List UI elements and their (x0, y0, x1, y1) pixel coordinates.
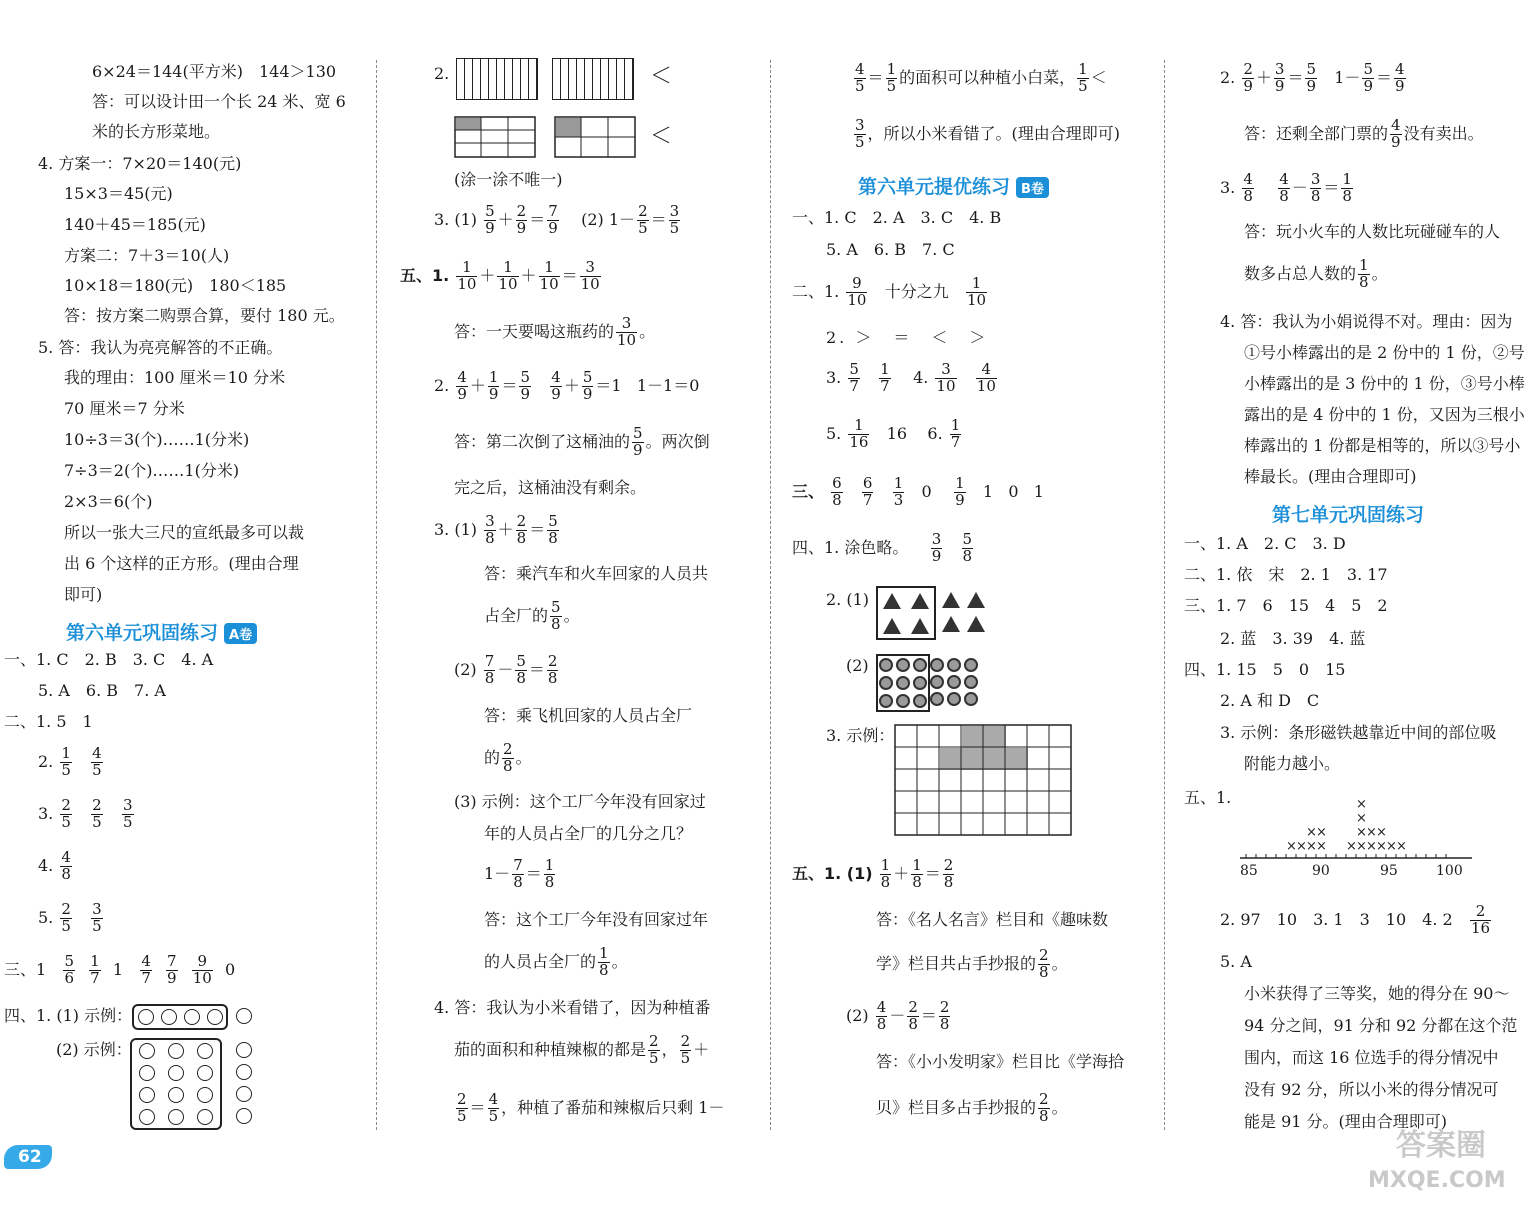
answer-text: 占全厂的 (484, 605, 549, 625)
answer-line: 2. 97 10 3. 1 3 10 4. 2 $\frac{2}{16}$ (1220, 902, 1491, 937)
answer-text: 茄的面积和种植辣椒的都是 (454, 1039, 647, 1059)
section-badge: A卷 (224, 623, 257, 644)
answer-column-1 (0, 52, 372, 1132)
answer-line: 的人员占全厂的 $\frac{1}{8}$ 。 (484, 944, 628, 979)
circle-group (928, 656, 980, 708)
text-line: 2. ＞ ＝ ＜ ＞ (826, 328, 989, 347)
section-title: 第七单元巩固练习 (1272, 504, 1425, 526)
text-line: 完之后，这桶油没有剩余。 (454, 478, 647, 497)
text-line: 小棒露出的是 3 份中的 1 份，③号小棒 (1244, 374, 1525, 393)
fraction: $\frac{3}{5}$ (92, 900, 102, 935)
fraction: $\frac{5}{6}$ (64, 952, 74, 987)
answer-text: 四、1. 涂色略。 (792, 537, 909, 557)
circle-icon (139, 1043, 155, 1059)
answer-line: 数多占总人数的 $\frac{1}{8}$ 。 (1244, 256, 1388, 291)
circle-icon (139, 1109, 155, 1125)
item-number: 五、1. (1) (792, 863, 873, 883)
answer-column-2 (392, 52, 762, 1132)
circle-icon (236, 1064, 252, 1080)
circle-icon (197, 1065, 213, 1081)
text-line: 4. 答：我认为小米看错了，因为种植番 (434, 998, 711, 1017)
text-line: 附能力越小。 (1244, 754, 1341, 773)
circle-icon (168, 1043, 184, 1059)
section-badge: B卷 (1016, 177, 1049, 198)
circle-icon (139, 1065, 155, 1081)
circle-icon (913, 694, 927, 708)
answer-line: (2) $\frac{4}{8}$ － $\frac{2}{8}$ ＝ $\frac{2}{8}$ (846, 998, 950, 1033)
answer-line: 3. (1) $\frac{5}{9}$ ＋ $\frac{2}{9}$ ＝ $\frac{7}{9}$ (2) 1－ $\frac{2}{5}$ ＝ $\frac{3}{5}$ (434, 202, 680, 237)
answer-text: 1－1＝0 (636, 375, 700, 395)
circle-icon (236, 1086, 252, 1102)
circle-icon (236, 1008, 252, 1024)
text-line: 我的理由：100 厘米＝10 分米 (64, 368, 286, 387)
text-line: 5. A (1220, 952, 1252, 971)
circle-icon (879, 694, 893, 708)
answer-line: 的 $\frac{2}{8}$ 。 (484, 740, 532, 775)
text-line: 一、1. A 2. C 3. D (1184, 534, 1346, 553)
grid-rectangle (454, 116, 536, 158)
svg-text:×: × (1286, 839, 1297, 854)
fraction: $\frac{7}{9}$ (167, 952, 177, 987)
answer-text: 1－ (484, 863, 511, 883)
triangle-group (938, 588, 988, 636)
text-line: 15×3＝45(元) (64, 184, 173, 203)
circle-icon (947, 675, 961, 689)
answer-line: 五、1. $\frac{1}{10}$ ＋ $\frac{1}{10}$ ＋ $\frac{1}{10}$ ＝ $\frac{3}{10}$ (400, 258, 600, 293)
svg-text:×: × (1376, 839, 1387, 854)
answer-line: 5. $\frac{1}{16}$ 16 6. $\frac{1}{7}$ (826, 416, 961, 451)
text-line: 棒露出的 1 份都是相等的，所以③号小 (1244, 436, 1521, 455)
circle-icon (184, 1009, 200, 1025)
item-number: 4. (913, 367, 929, 387)
answer-line: 四、1. 涂色略。 $\frac{3}{9}$ $\frac{5}{8}$ (792, 530, 973, 565)
svg-text:×: × (1356, 797, 1367, 812)
triangle-icon (883, 618, 901, 634)
answer-text: 1 (1033, 481, 1044, 501)
svg-text:×: × (1386, 839, 1397, 854)
item-number: 2. (1) (826, 590, 870, 609)
answer-line: (2) $\frac{7}{8}$ － $\frac{5}{8}$ ＝ $\frac{2}{8}$ (454, 652, 558, 687)
item-number: 2. (38, 751, 54, 771)
text-line: 围内，而这 16 位选手的得分情况中 (1244, 1048, 1499, 1067)
triangle-icon (967, 592, 985, 608)
text-line: 5. A 6. B 7. A (38, 681, 166, 700)
answer-line: $\frac{2}{5}$ ＝ $\frac{4}{5}$ ，种植了番茄和辣椒后只剩 1－ (457, 1090, 725, 1125)
fraction: $\frac{4}{5}$ (92, 744, 102, 779)
circle-icon (964, 675, 978, 689)
item-number: (2) (846, 656, 869, 675)
text-line: 4. 答：我认为小娟说得不对。理由：因为 (1220, 312, 1513, 331)
circle-icon (161, 1009, 177, 1025)
circle-icon (138, 1009, 154, 1025)
circle-icon (168, 1087, 184, 1103)
compare-sign: ＜ (650, 124, 673, 149)
triangle-icon (942, 616, 960, 632)
text-line: 小米获得了三等奖，她的得分在 90～ (1244, 984, 1510, 1003)
svg-text:×: × (1316, 839, 1327, 854)
column-divider (376, 60, 377, 1130)
answer-text: 0 (921, 481, 932, 501)
item-number: (2) (454, 659, 477, 679)
answer-text: 的 (484, 747, 501, 767)
answer-line: 贝》栏目多占手抄报的 $\frac{2}{8}$ 。 (876, 1090, 1068, 1125)
answer-text: ，所以小米看错了。(理由合理即可) (867, 123, 1121, 143)
svg-text:×: × (1346, 839, 1357, 854)
text-line: 5. A 6. B 7. C (826, 240, 955, 259)
answer-column-3 (780, 52, 1164, 1132)
fraction: $\frac{2}{5}$ (61, 796, 71, 831)
item-number: 三、 (792, 481, 825, 501)
text-line: 四、1. 15 5 0 15 (1184, 660, 1346, 679)
answer-line (38, 902, 105, 935)
text-line: 6×24＝144(平方米) 144＞130 (92, 62, 337, 81)
item-number: 4. (38, 855, 54, 875)
circle-icon (896, 676, 910, 690)
text-line: ①号小棒露出的是 2 份中的 1 份，②号 (1244, 343, 1525, 362)
triangle-box (876, 586, 936, 640)
item-number: 二、1. (792, 281, 840, 301)
shaded-grid (894, 724, 1074, 838)
text-line: 答：可以设计田一个长 24 米、宽 6 (92, 92, 346, 111)
circle-icon (197, 1087, 213, 1103)
circle-icon (930, 658, 944, 672)
circle-group-box (132, 1004, 228, 1030)
text-line: 一、1. C 2. B 3. C 4. A (4, 650, 214, 669)
answer-line: 二、1. $\frac{9}{10}$ 十分之九 $\frac{1}{10}$ (792, 274, 987, 309)
item-number: 3. (1) (434, 519, 478, 539)
axis-label: 95 (1380, 863, 1398, 879)
text-line: 三、1. 7 6 15 4 5 2 (1184, 596, 1388, 615)
answer-line (38, 798, 136, 831)
text-line: (2) 示例： (56, 1040, 132, 1059)
answer-line: 答：还剩全部门票的 $\frac{4}{9}$ 没有卖出。 (1244, 116, 1484, 151)
answer-text: 的人员占全厂的 (484, 951, 597, 971)
answer-column-4 (1180, 52, 1536, 1132)
circle-icon (896, 694, 910, 708)
text-line: 二、1. 5 1 (4, 712, 93, 731)
text-line: 米的长方形菜地。 (92, 122, 221, 141)
axis-label: 100 (1436, 863, 1463, 879)
axis-label: 85 (1240, 863, 1258, 879)
answer-line: $\frac{3}{5}$ ，所以小米看错了。(理由合理即可) (855, 116, 1121, 151)
triangle-icon (911, 593, 929, 609)
answer-text: 2. 97 10 3. 1 3 10 4. 2 (1220, 909, 1453, 929)
answer-text: 贝》栏目多占手抄报的 (876, 1097, 1037, 1117)
striped-rectangle (456, 58, 538, 100)
text-line: (涂一涂不唯一) (454, 170, 563, 189)
item-number: (2) (846, 1005, 869, 1025)
answer-line: 茄的面积和种植辣椒的都是 $\frac{2}{5}$ ， $\frac{2}{5}$ ＋ (454, 1032, 710, 1067)
circle-icon (168, 1109, 184, 1125)
answer-line: 三、1 $\frac{5}{6}$ $\frac{1}{7}$ 1 $\frac{4}{7}$ $\frac{7}{9}$ $\frac{9}{10}$ 0 (4, 952, 236, 987)
answer-text: 答：还剩全部门票的 (1244, 123, 1389, 143)
item-number: 3. (1220, 177, 1236, 197)
text-line: 二、1. 依 宋 2. 1 3. 17 (1184, 565, 1388, 584)
axis-label: 90 (1312, 863, 1330, 879)
fraction: $\frac{2}{5}$ (92, 796, 102, 831)
svg-text:×: × (1306, 825, 1317, 840)
item-number: 3. 示例： (826, 726, 895, 745)
text-line: 能是 91 分。(理由合理即可) (1244, 1112, 1448, 1131)
triangle-icon (942, 592, 960, 608)
circle-icon (913, 658, 927, 672)
answer-line: 占全厂的 $\frac{5}{8}$ 。 (484, 598, 580, 633)
circle-icon (236, 1042, 252, 1058)
answer-line: 3. (1) $\frac{3}{8}$ ＋ $\frac{2}{8}$ ＝ $\frac{5}{8}$ (434, 512, 558, 547)
page-number: 62 (4, 1145, 52, 1169)
circle-column (236, 1042, 252, 1124)
text-line: 答：按方案二购票合算，要付 180 元。 (64, 306, 345, 325)
item-number: 3. (38, 803, 54, 823)
text-line: 3. 示例：条形磁铁越靠近中间的部位吸 (1220, 723, 1497, 742)
svg-text:×: × (1396, 839, 1407, 854)
answer-text: 1 (982, 481, 994, 501)
circle-icon (236, 1108, 252, 1124)
text-line: 4. 方案一：7×20＝140(元) (38, 154, 242, 173)
answer-line: 答：第二次倒了这桶油的 $\frac{5}{9}$ 。两次倒 (454, 424, 710, 459)
text-line: 没有 92 分，所以小米的得分情况可 (1244, 1080, 1499, 1099)
compare-sign: ＜ (650, 64, 673, 89)
answer-line: 三、 $\frac{6}{8}$ $\frac{6}{7}$ $\frac{1}{3}$ 0 $\frac{1}{9}$ 1 0 1 (792, 474, 1044, 509)
text-line: 70 厘米＝7 分米 (64, 399, 185, 418)
item-number: 三、1 (4, 959, 47, 979)
item-number: 5. (826, 423, 842, 443)
item-number: 2. (434, 64, 450, 83)
text-line: 出 6 个这样的正方形。(理由合理 (64, 554, 299, 573)
text-line: 所以一张大三尺的宣纸最多可以裁 (64, 523, 305, 542)
circle-icon (930, 675, 944, 689)
circle-icon (930, 692, 944, 706)
text-line: 10÷3＝3(个)……1(分米) (64, 430, 250, 449)
circle-icon (207, 1009, 223, 1025)
item-number: 2. (1220, 67, 1236, 87)
item-number: (2) 1－ (581, 209, 636, 229)
text-line: 答：乘汽车和火车回家的人员共 (484, 564, 709, 583)
answer-line: 3. $\frac{4}{8}$ $\frac{4}{8}$ － $\frac{3}{8}$ ＝ $\frac{1}{8}$ (1220, 170, 1352, 205)
item-number: 五、1. (400, 265, 450, 285)
text-line: 露出的是 4 份中的 1 份，又因为三根小 (1244, 405, 1525, 424)
text-line: 棒最长。(理由合理即可) (1244, 467, 1417, 486)
text-line: 2. 蓝 3. 39 4. 蓝 (1220, 629, 1366, 648)
text-line: 答：乘飞机回家的人员占全厂 (484, 706, 693, 725)
fraction: $\frac{4}{8}$ (61, 848, 71, 883)
text-line: (3) 示例：这个工厂今年没有回家过 (454, 792, 706, 811)
text-line: 5. 答：我认为亮亮解答的不正确。 (38, 338, 283, 357)
text-line: 10×18＝180(元) 180＜185 (64, 276, 287, 295)
circle-icon (197, 1043, 213, 1059)
svg-text:×: × (1316, 825, 1327, 840)
answer-text: 学》栏目共占手抄报的 (876, 953, 1037, 973)
column-divider (770, 60, 771, 1130)
answer-text: 答：第二次倒了这桶油的 (454, 431, 631, 451)
text-line: 一、1. C 2. A 3. C 4. B (792, 208, 1002, 227)
answer-text: 没有卖出。 (1403, 123, 1484, 143)
answer-line: 3. $\frac{5}{7}$ $\frac{1}{7}$ 4. $\frac{3}{10}$ $\frac{4}{10}$ (826, 360, 996, 395)
text-line: 2×3＝6(个) (64, 492, 153, 511)
text-line: 方案二：7＋3＝10(人) (64, 246, 230, 265)
item-number: 5. (38, 907, 54, 927)
circle-icon (139, 1087, 155, 1103)
svg-text:×: × (1376, 825, 1387, 840)
grid-rectangle (554, 116, 636, 158)
text-line: 140＋45＝185(元) (64, 215, 206, 234)
fraction: $\frac{1}{5}$ (61, 744, 71, 779)
item-number: 6. (927, 423, 943, 443)
answer-line: 1－ $\frac{7}{8}$ ＝ $\frac{1}{8}$ (484, 856, 555, 891)
answer-text: 十分之九 (884, 281, 949, 301)
fraction: $\frac{9}{10}$ (192, 952, 212, 987)
triangle-icon (883, 593, 901, 609)
answer-line: 答：一天要喝这瓶药的 $\frac{3}{10}$ 。 (454, 314, 656, 349)
answer-line: 2. $\frac{2}{9}$ ＋ $\frac{3}{9}$ ＝ $\frac{5}{9}$ 1－ $\frac{5}{9}$ ＝ $\frac{4}{9}$ (1220, 60, 1405, 95)
answer-text: 答：一天要喝这瓶药的 (454, 321, 615, 341)
answer-text: ，种植了番茄和辣椒后只剩 1－ (501, 1097, 725, 1117)
svg-text:×: × (1356, 839, 1367, 854)
answer-text: 的面积可以种植小白菜， (899, 67, 1076, 87)
fraction: $\frac{4}{7}$ (141, 952, 151, 987)
svg-text:×: × (1296, 839, 1307, 854)
section-title-text: 第六单元提优练习 (858, 176, 1011, 198)
text-line: 答：这个工厂今年没有回家过年 (484, 910, 709, 929)
section-title-text: 第六单元巩固练习 (66, 622, 219, 644)
svg-text:×: × (1366, 825, 1377, 840)
circle-icon (879, 676, 893, 690)
text-line: 94 分之间，91 分和 92 分都在这个范 (1244, 1016, 1518, 1035)
item-number: 3. (826, 367, 842, 387)
answer-line (38, 850, 74, 883)
answer-text: 16 (886, 423, 908, 443)
circle-icon (168, 1065, 184, 1081)
watermark-url: MXQE.COM (1368, 1168, 1506, 1193)
text-line: 答：玩小火车的人数比玩碰碰车的人 (1244, 222, 1501, 241)
circle-icon (964, 692, 978, 706)
answer-line: 学》栏目共占手抄报的 $\frac{2}{8}$ 。 (876, 946, 1068, 981)
circle-icon (947, 658, 961, 672)
svg-text:×: × (1306, 839, 1317, 854)
triangle-icon (967, 616, 985, 632)
circle-box (876, 654, 930, 712)
section-title (66, 618, 257, 645)
circle-icon (197, 1109, 213, 1125)
answer-text: 0 (1008, 481, 1019, 501)
svg-text:×: × (1366, 839, 1377, 854)
answer-text: 数多占总人数的 (1244, 263, 1357, 283)
item-number: 2. (434, 375, 450, 395)
column-divider (1164, 60, 1165, 1130)
text-line: 五、1. (1184, 788, 1232, 807)
circle-icon (896, 658, 910, 672)
answer-text: 。两次倒 (645, 431, 710, 451)
circle-icon (947, 692, 961, 706)
text-line: 即可) (64, 585, 103, 604)
text-line: 答：《小小发明家》栏目比《学海拾 (876, 1052, 1125, 1071)
fraction: $\frac{1}{7}$ (90, 952, 100, 987)
section-title (858, 172, 1049, 199)
fraction: $\frac{3}{5}$ (122, 796, 133, 831)
answer-line: $\frac{4}{5}$ ＝ $\frac{1}{5}$ 的面积可以种植小白菜， $\frac{1}{5}$ ＜ (855, 60, 1107, 95)
text-line: 答：《名人名言》栏目和《趣味数 (876, 910, 1109, 929)
text-line: 7÷3＝2(个)……1(分米) (64, 461, 240, 480)
answer-line: 2. $\frac{4}{9}$ ＋ $\frac{1}{9}$ ＝ $\frac{5}{9}$ $\frac{4}{9}$ ＋ $\frac{5}{9}$ ＝1 1－1＝0 (434, 368, 700, 403)
striped-rectangle (552, 58, 634, 100)
circle-grid-box (130, 1038, 222, 1130)
circle-icon (913, 676, 927, 690)
text-line: 年的人员占全厂的几分之几？ (484, 824, 693, 843)
answer-line (38, 746, 105, 779)
triangle-icon (911, 618, 929, 634)
item-number: 3. (1) (434, 209, 478, 229)
watermark-logo: 答案圈 (1396, 1128, 1486, 1163)
svg-text:×: × (1356, 811, 1367, 826)
circle-icon (964, 658, 978, 672)
fraction: $\frac{2}{5}$ (61, 900, 71, 935)
text-line: 四、1. (1) 示例： (4, 1006, 133, 1025)
svg-text:×: × (1356, 825, 1367, 840)
text-line: 2. A 和 D C (1220, 691, 1320, 710)
circle-icon (879, 658, 893, 672)
answer-line: 五、1. (1) $\frac{1}{8}$ ＋ $\frac{1}{8}$ ＝ $\frac{2}{8}$ (792, 856, 954, 891)
answer-text: 1－ (1334, 67, 1361, 87)
